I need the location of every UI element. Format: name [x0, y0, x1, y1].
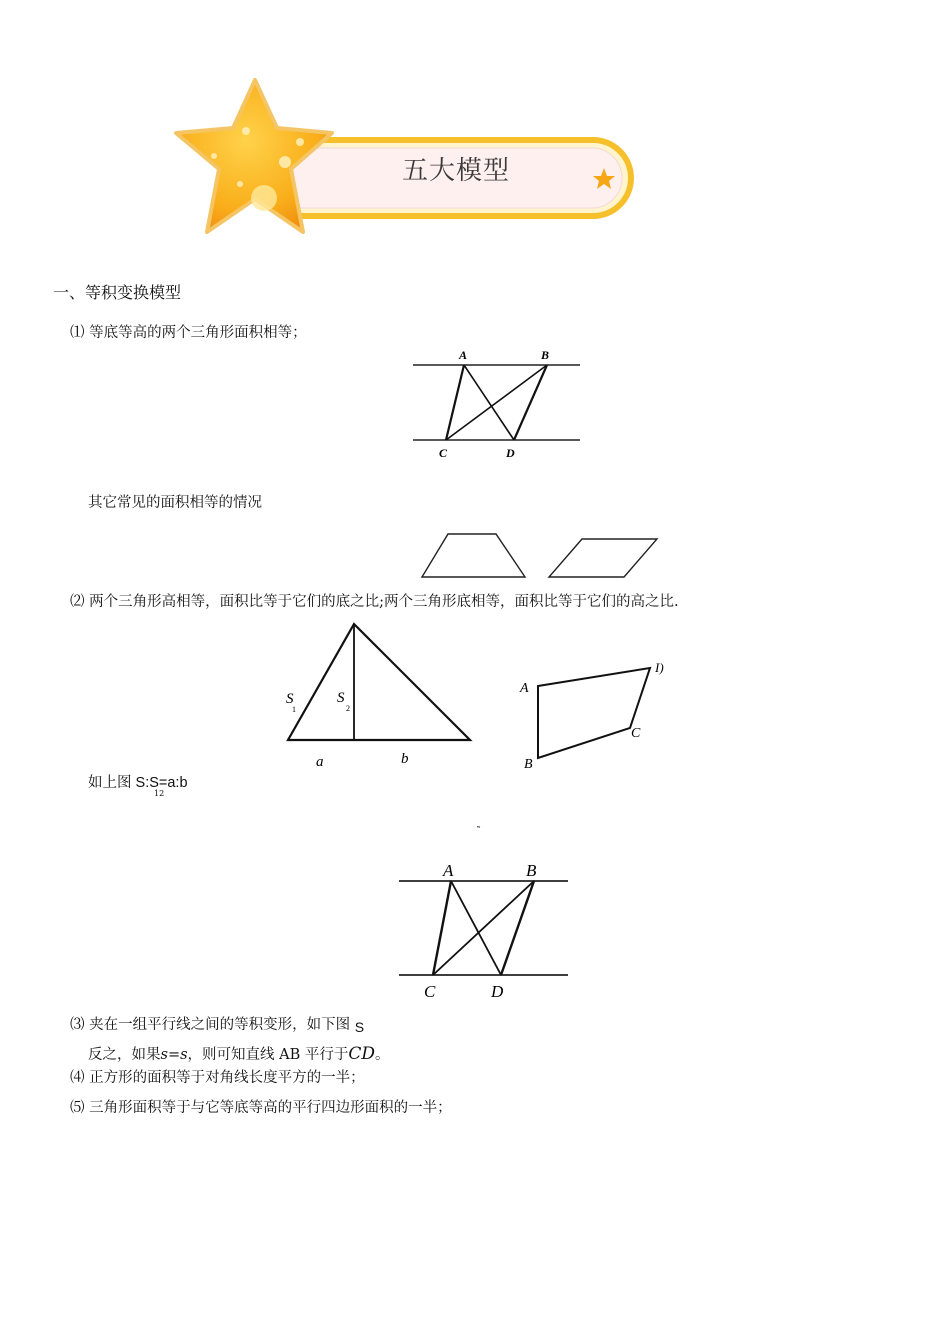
label-b: B	[524, 757, 533, 772]
label-d: I)	[655, 660, 664, 675]
label-a: A	[459, 348, 468, 362]
ratio-subscript: 12	[154, 789, 165, 798]
label-s1: S	[286, 691, 294, 707]
label-c: C	[631, 726, 641, 741]
figure-parallel-triangles-1	[410, 344, 585, 464]
label-b: B	[541, 348, 550, 362]
label-a: A	[443, 861, 454, 880]
figure-quadrilateral	[517, 652, 677, 772]
label-c: C	[439, 446, 448, 460]
converse-middle: ，则可知直线 AB 平行于	[187, 1047, 349, 1063]
figure-parallel-triangles-2	[396, 856, 572, 1002]
figure-trapezoid-parallelogram	[418, 530, 663, 582]
item-3-text	[70, 1013, 364, 1034]
converse-prefix: 反之，如果	[88, 1047, 161, 1063]
converse-equation: s=s	[160, 1047, 188, 1063]
other-cases-text: 其它常见的面积相等的情况	[88, 495, 262, 511]
item-1-text: ⑴ 等底等高的两个三角形面积相等；	[70, 325, 307, 341]
converse-cd: CD	[348, 1044, 376, 1064]
item-2-text: ⑵ 两个三角形高相等，面积比等于它们的底之比;两个三角形底相等，面积比等于它们的高之比.	[70, 594, 679, 610]
converse-end: 。	[375, 1047, 390, 1063]
banner-title: 五大模型	[402, 156, 511, 186]
title-banner	[170, 76, 640, 241]
label-s1-sub: 1	[292, 705, 296, 714]
label-b: B	[526, 861, 537, 880]
label-a: A	[520, 681, 529, 696]
label-s2: S	[337, 690, 345, 706]
ratio-text: 如上图 S:S=a:b	[88, 775, 188, 791]
item-4-text: ⑷ 正方形的面积等于对角线长度平方的一半；	[70, 1070, 365, 1086]
tiny-mark: ˜	[476, 826, 481, 837]
item-3-symbol: S	[354, 1019, 365, 1035]
item-3-line: ⑶ 夹在一组平行线之间的等积变形，如下图	[70, 1017, 351, 1033]
label-d: D	[491, 982, 504, 1001]
parallelogram-shape	[549, 539, 657, 577]
label-c: C	[424, 982, 436, 1001]
label-d: D	[506, 446, 515, 460]
item-5-text: ⑸ 三角形面积等于与它等底等高的平行四边形面积的一半；	[70, 1100, 452, 1116]
item-3-converse	[88, 1043, 390, 1064]
section-heading: 一、等积变换模型	[53, 283, 182, 302]
trapezoid-shape	[422, 534, 525, 577]
label-b: b	[401, 751, 409, 767]
figure-triangle-ratio	[283, 616, 478, 772]
label-s2-sub: 2	[346, 704, 350, 713]
label-a: a	[316, 754, 324, 770]
